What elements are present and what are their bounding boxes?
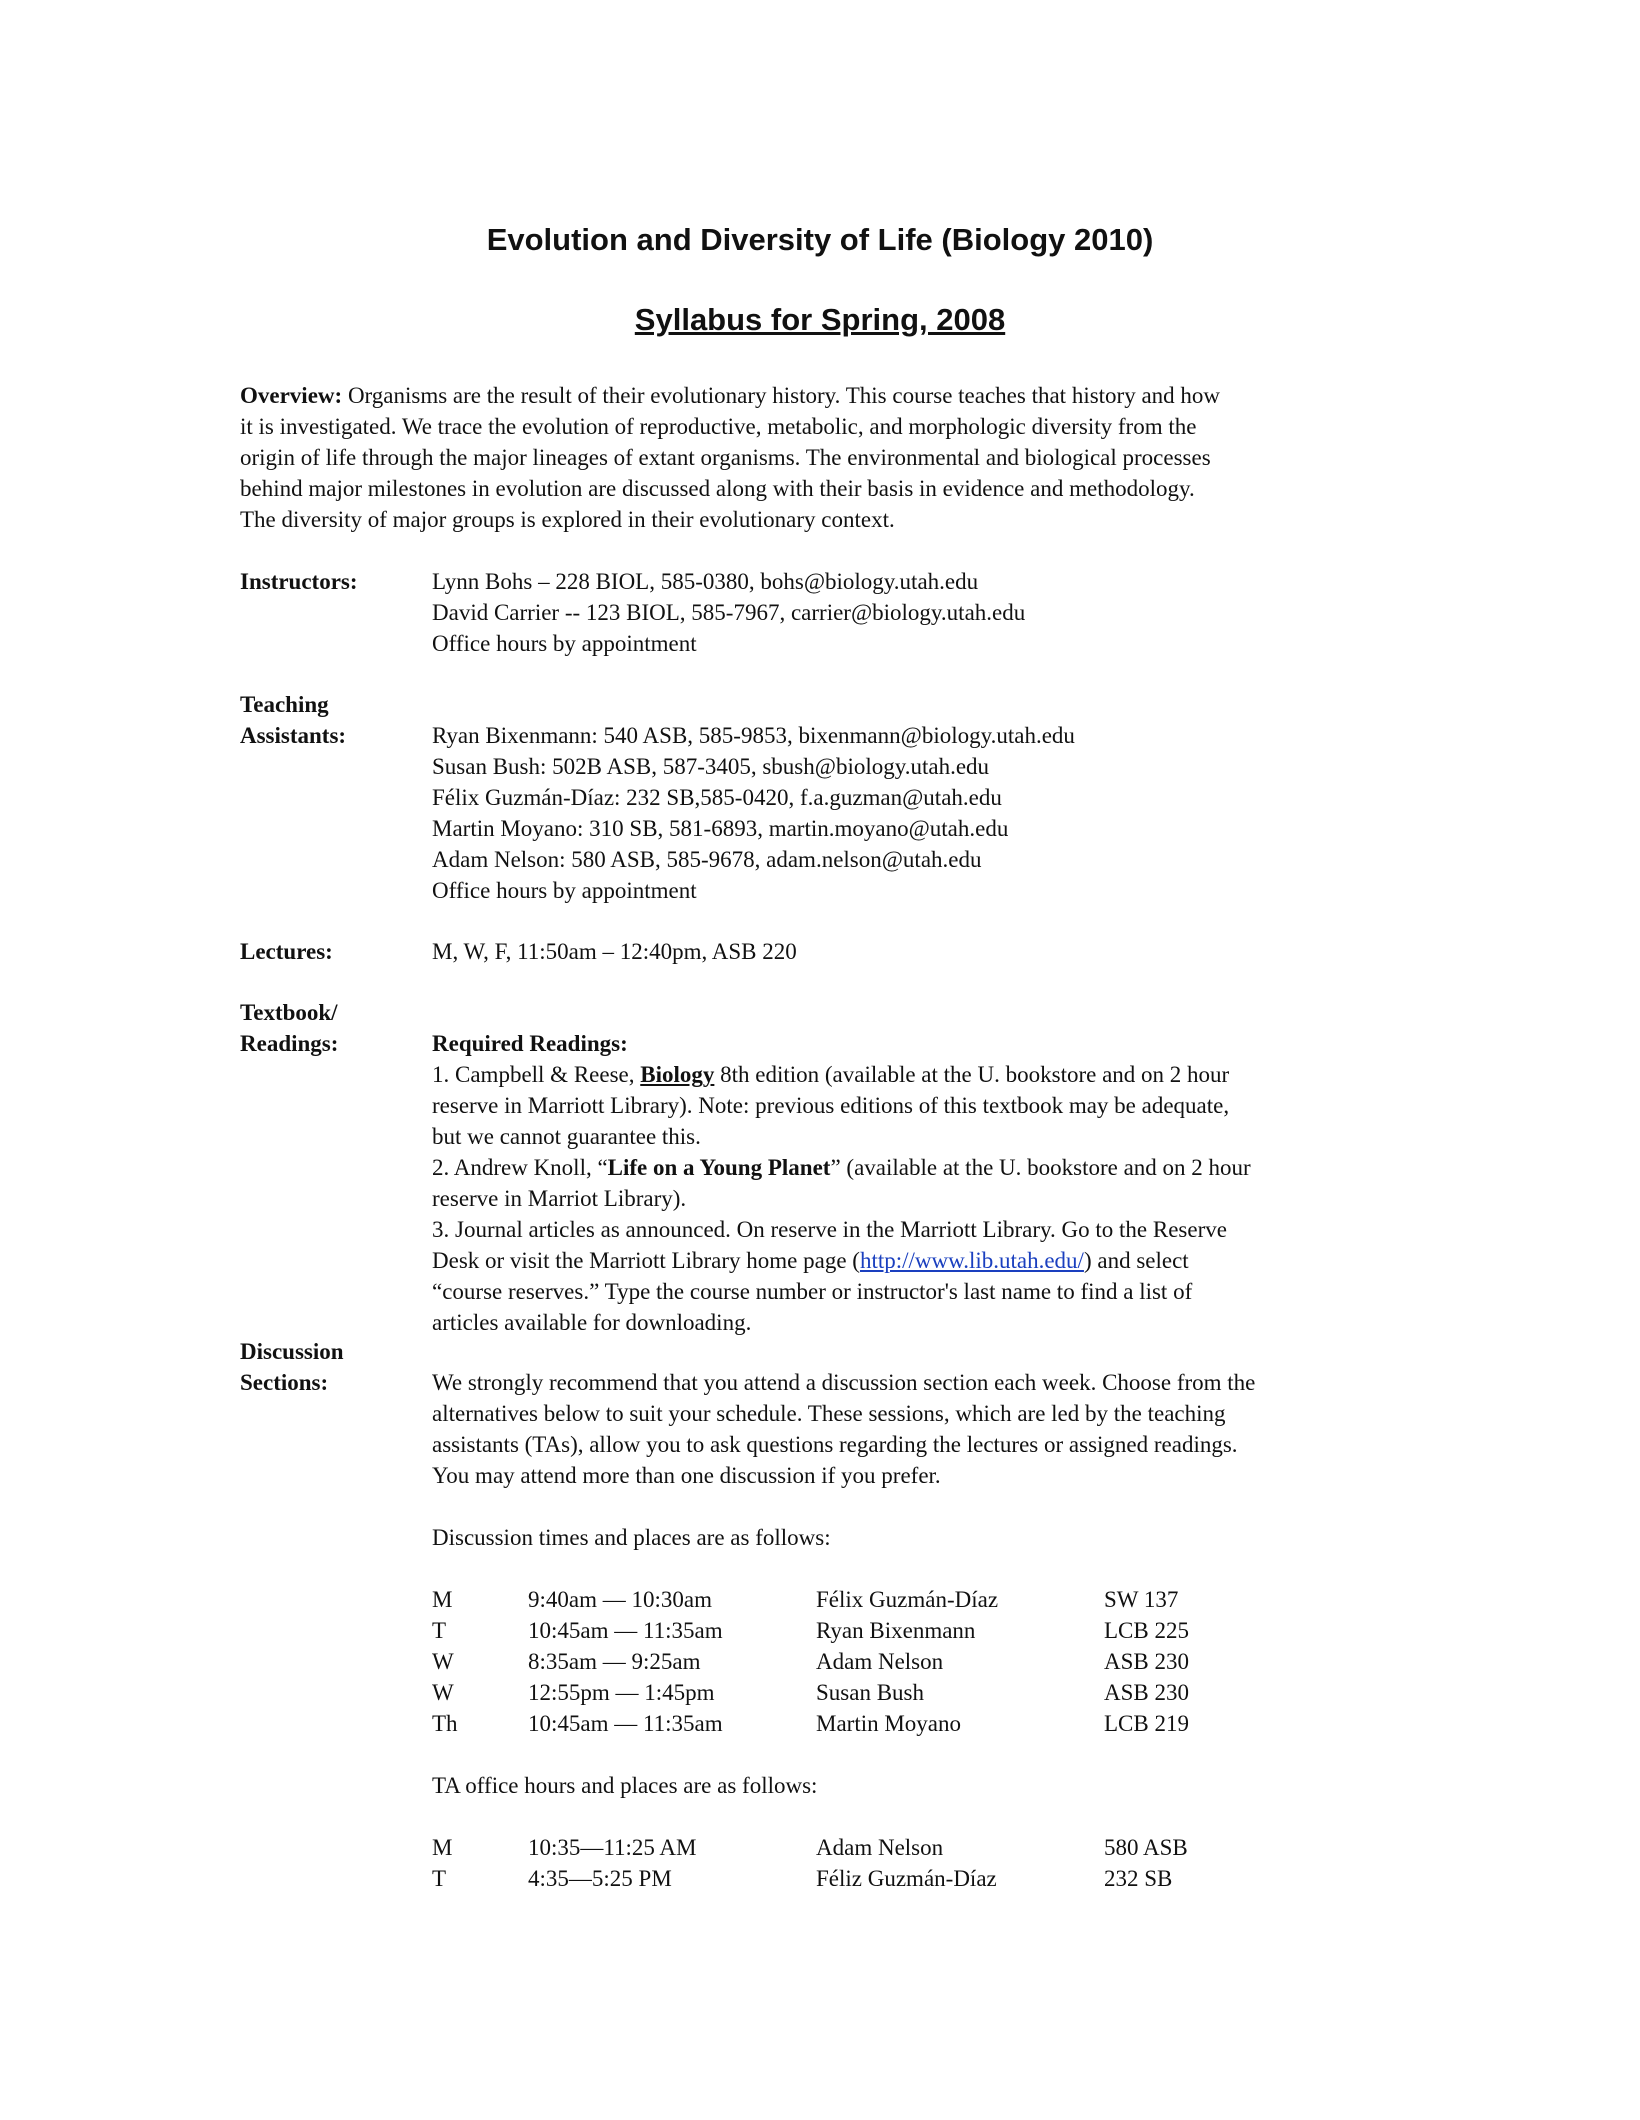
library-homepage-link[interactable]: http://www.lib.utah.edu/	[859, 1248, 1084, 1273]
instructors-label: Instructors:	[240, 569, 358, 594]
session-ta: Félix Guzmán-Díaz	[816, 1587, 999, 1612]
book-title-biology: Biology	[640, 1062, 715, 1087]
ta-label-line: Teaching	[240, 692, 329, 717]
reading-item-3-line: “course reserves.” Type the course number or instructor's last name to find a list of	[432, 1279, 1193, 1304]
required-readings-heading: Required Readings:	[432, 1031, 628, 1056]
discussion-intro-line: assistants (TAs), allow you to ask questions regarding the lectures or assigned readings.	[432, 1432, 1238, 1457]
discussion-intro-line: We strongly recommend that you attend a discussion section each week. Choose from the	[432, 1370, 1256, 1395]
teaching-assistants-list	[432, 720, 1392, 906]
session-room: LCB 219	[1104, 1711, 1189, 1736]
session-room: ASB 230	[1104, 1649, 1189, 1674]
reading-item-2: 2. Andrew Knoll, “Life on a Young Planet” (available at the U. bookstore and on 2 hour	[432, 1155, 1251, 1180]
session-time: 12:55pm — 1:45pm	[528, 1680, 715, 1705]
textbook-label-line: Readings:	[240, 1031, 339, 1056]
session-day: Th	[432, 1711, 458, 1736]
ta-label-line: Assistants:	[240, 723, 347, 748]
session-time: 10:45am — 11:35am	[528, 1711, 723, 1736]
office-hours-table	[432, 1832, 1304, 1894]
document-title: Evolution and Diversity of Life (Biology 2010)	[486, 222, 1154, 257]
session-ta: Ryan Bixenmann	[816, 1618, 976, 1643]
table-row	[432, 1863, 1304, 1894]
office-day: T	[432, 1866, 447, 1891]
syllabus-subtitle: Syllabus for Spring, 2008	[634, 302, 1006, 337]
session-time: 8:35am — 9:25am	[528, 1649, 701, 1674]
session-time: 9:40am — 10:30am	[528, 1587, 712, 1612]
discussion-label-line: Discussion	[240, 1339, 344, 1364]
instructors-list	[432, 566, 1392, 659]
office-ta: Féliz Guzmán-Díaz	[816, 1866, 997, 1891]
office-hours-heading: TA office hours and places are as follows:	[432, 1773, 818, 1798]
overview-line: The diversity of major groups is explored in their evolutionary context.	[240, 507, 895, 532]
discussion-schedule-table	[432, 1584, 1304, 1739]
reading-item-3: 3. Journal articles as announced. On reserve in the Marriott Library. Go to the Reserve	[432, 1217, 1227, 1242]
ta-entry: Martin Moyano: 310 SB, 581-6893, martin.moyano@utah.edu	[432, 816, 1009, 841]
session-room: ASB 230	[1104, 1680, 1189, 1705]
overview-line: it is investigated. We trace the evolution of reproductive, metabolic, and morphologic diversity from the	[240, 414, 1197, 439]
discussion-label	[240, 1336, 344, 1398]
session-ta: Susan Bush	[816, 1680, 924, 1705]
table-row	[432, 1677, 1304, 1708]
session-day: T	[432, 1618, 447, 1643]
reading-item-3-line: articles available for downloading.	[432, 1310, 752, 1335]
discussion-times-heading: Discussion times and places are as follows:	[432, 1525, 831, 1550]
overview-line: origin of life through the major lineages of extant organisms. The environmental and biological processes	[240, 445, 1211, 470]
session-time: 10:45am — 11:35am	[528, 1618, 723, 1643]
ta-entry: Susan Bush: 502B ASB, 587-3405, sbush@biology.utah.edu	[432, 754, 990, 779]
reading-item-1-line: but we cannot guarantee this.	[432, 1124, 701, 1149]
ta-entry: Adam Nelson: 580 ASB, 585-9678, adam.nelson@utah.edu	[432, 847, 982, 872]
reading-item-2-line: reserve in Marriot Library).	[432, 1186, 687, 1211]
overview-text: Organisms are the result of their evolutionary history. This course teaches that history and how	[347, 383, 1221, 408]
textbook-label-line: Textbook/	[240, 1000, 338, 1025]
overview-section	[240, 380, 1400, 535]
overview-line: behind major milestones in evolution are discussed along with their basis in evidence and methodology.	[240, 476, 1195, 501]
table-row	[432, 1708, 1304, 1739]
discussion-intro-line: You may attend more than one discussion if you prefer.	[432, 1463, 941, 1488]
book-title-life-on-a-young-planet: Life on a Young Planet	[607, 1155, 831, 1180]
lectures-text: M, W, F, 11:50am – 12:40pm, ASB 220	[432, 939, 797, 964]
textbook-label	[240, 997, 338, 1059]
teaching-assistants-label	[240, 689, 346, 751]
session-ta: Adam Nelson	[816, 1649, 944, 1674]
lectures-label: Lectures:	[240, 939, 333, 964]
session-day: M	[432, 1587, 453, 1612]
table-row	[432, 1584, 1304, 1615]
readings-section	[432, 1028, 1392, 1338]
ta-office-hours: Office hours by appointment	[432, 878, 697, 903]
overview-label: Overview:	[240, 383, 343, 408]
session-room: LCB 225	[1104, 1618, 1189, 1643]
office-room: 232 SB	[1104, 1866, 1173, 1891]
session-ta: Martin Moyano	[816, 1711, 962, 1736]
office-time: 4:35—5:25 PM	[528, 1866, 672, 1891]
instructor-office-hours: Office hours by appointment	[432, 631, 697, 656]
discussion-section	[432, 1367, 1392, 1894]
session-day: W	[432, 1649, 454, 1674]
discussion-label-line: Sections:	[240, 1370, 329, 1395]
reading-item-1: 1. Campbell & Reese, Biology 8th edition (available at the U. bookstore and on 2 hour	[432, 1062, 1230, 1087]
lectures-schedule	[432, 936, 1392, 967]
office-time: 10:35—11:25 AM	[528, 1835, 697, 1860]
instructor-entry: Lynn Bohs – 228 BIOL, 585-0380, bohs@biology.utah.edu	[432, 569, 979, 594]
instructor-entry: David Carrier -- 123 BIOL, 585-7967, carrier@biology.utah.edu	[432, 600, 1026, 625]
ta-entry: Félix Guzmán-Díaz: 232 SB,585-0420, f.a.guzman@utah.edu	[432, 785, 1002, 810]
office-ta: Adam Nelson	[816, 1835, 944, 1860]
overview-line	[240, 380, 1400, 411]
ta-entry: Ryan Bixenmann: 540 ASB, 585-9853, bixenmann@biology.utah.edu	[432, 723, 1075, 748]
session-day: W	[432, 1680, 454, 1705]
table-row	[432, 1615, 1304, 1646]
reading-item-3-line: Desk or visit the Marriott Library home page (http://www.lib.utah.edu/) and select	[432, 1248, 1189, 1273]
office-room: 580 ASB	[1104, 1835, 1188, 1860]
table-row	[432, 1646, 1304, 1677]
session-room: SW 137	[1104, 1587, 1179, 1612]
discussion-intro-line: alternatives below to suit your schedule. These sessions, which are led by the teaching	[432, 1401, 1226, 1426]
office-day: M	[432, 1835, 453, 1860]
reading-item-1-line: reserve in Marriott Library). Note: previous editions of this textbook may be adequate,	[432, 1093, 1230, 1118]
table-row	[432, 1832, 1304, 1863]
